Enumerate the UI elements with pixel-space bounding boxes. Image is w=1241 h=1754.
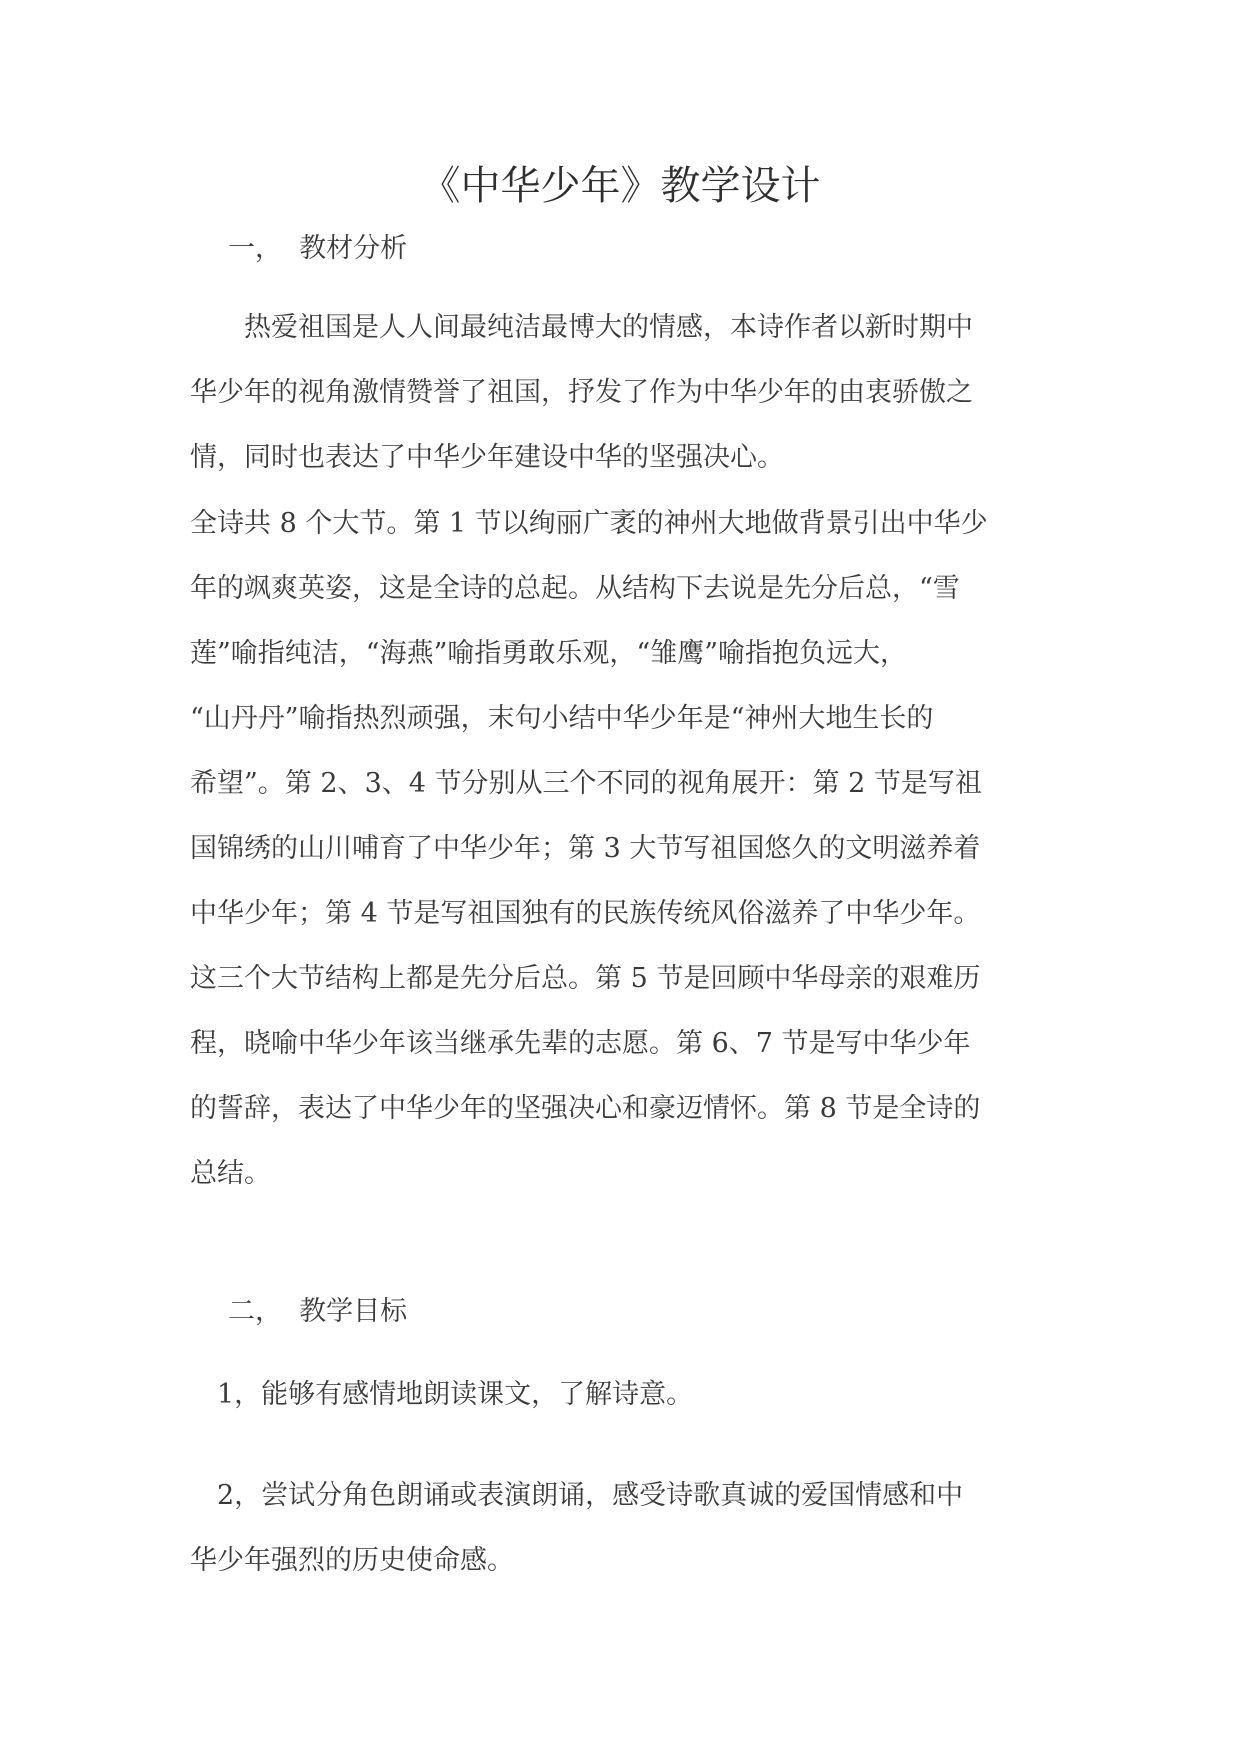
paragraph-structure: [190, 491, 1066, 1206]
section-heading-textbook-analysis: 一， 教材分析: [228, 233, 408, 264]
paragraph-line: 的誓辞，表达了中华少年的坚强决心和豪迈情怀。第 8 节是全诗的: [190, 1093, 981, 1124]
goal-item-2: [190, 1463, 1066, 1593]
paragraph-line: 莲”喻指纯洁，“海燕”喻指勇敢乐观，“雏鹰”喻指抱负远大，: [190, 638, 908, 669]
paragraph-line: 国锦绣的山川哺育了中华少年；第 3 大节写祖国悠久的文明滋养着: [190, 833, 981, 864]
paragraph-line: 中华少年；第 4 节是写祖国独有的民族传统风俗滋养了中华少年。: [190, 898, 981, 929]
paragraph-line: 这三个大节结构上都是先分后总。第 5 节是回顾中华母亲的艰难历: [190, 963, 981, 994]
paragraph-line: 华少年强烈的历史使命感。: [190, 1545, 514, 1576]
paragraph-line: 全诗共 8 个大节。第 1 节以绚丽广袤的神州大地做背景引出中华少: [190, 508, 988, 539]
paragraph-line: 情，同时也表达了中华少年建设中华的坚强决心。: [190, 442, 784, 473]
paragraph-intro: [190, 295, 1066, 490]
goal-item-1: [190, 1362, 1066, 1427]
paragraph-line: 2，尝试分角色朗诵或表演朗诵，感受诗歌真诚的爱国情感和中: [190, 1480, 964, 1511]
paragraph-line: “山丹丹”喻指热烈顽强，末句小结中华少年是“神州大地生长的: [190, 703, 934, 734]
paragraph-line: 总结。: [190, 1158, 271, 1189]
section-heading-teaching-goals: 二， 教学目标: [228, 1296, 408, 1327]
paragraph-line: 热爱祖国是人人间最纯洁最博大的情感，本诗作者以新时期中: [190, 312, 973, 343]
paragraph-line: 程，晓喻中华少年该当继承先辈的志愿。第 6、7 节是写中华少年: [190, 1028, 971, 1059]
paragraph-line: 年的飒爽英姿，这是全诗的总起。从结构下去说是先分后总，“雪: [190, 573, 960, 604]
paragraph-line: 华少年的视角激情赞誉了祖国，抒发了作为中华少年的由衷骄傲之: [190, 377, 973, 408]
paragraph-line: 希望”。第 2、3、4 节分别从三个不同的视角展开：第 2 节是写祖: [190, 768, 982, 799]
paragraph-line: 1，能够有感情地朗读课文，了解诗意。: [190, 1379, 694, 1410]
document-title: 《中华少年》教学设计: [420, 163, 821, 209]
